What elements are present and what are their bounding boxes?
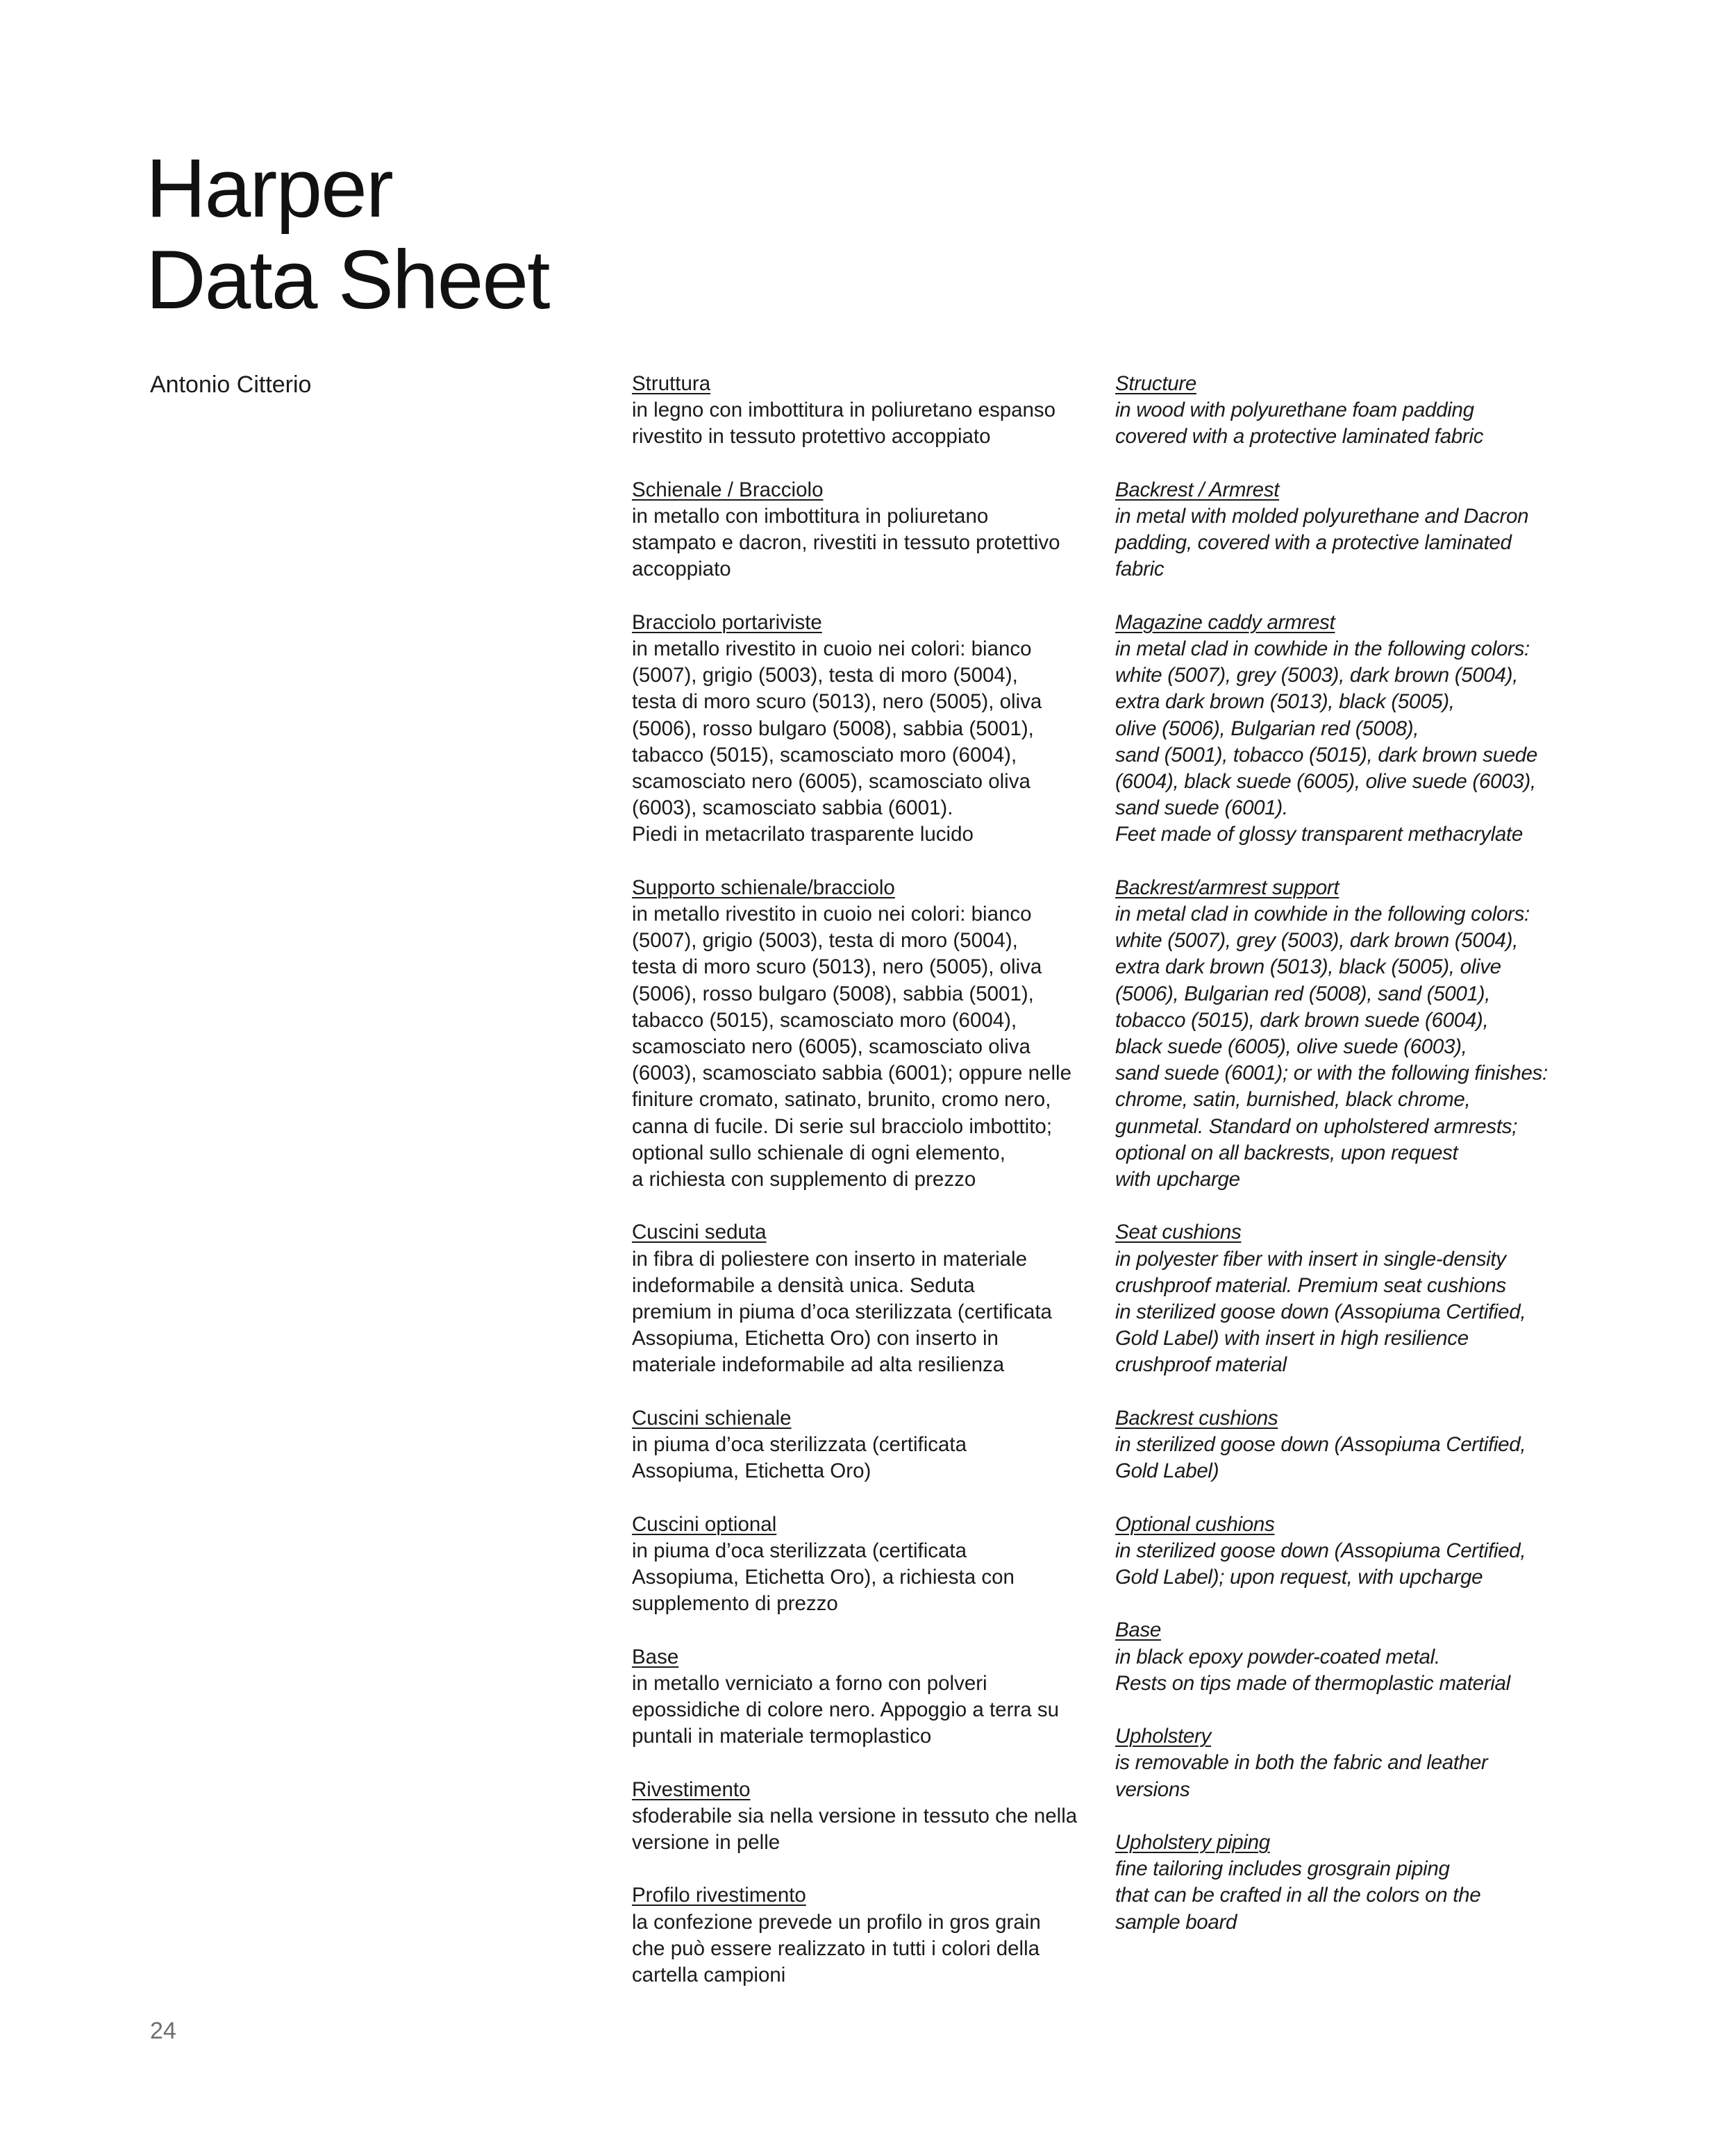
it-section [632, 371, 1104, 451]
it-section-heading: Cuscini schienale [632, 1406, 792, 1430]
en-section-heading: Base [1115, 1618, 1162, 1642]
it-section-line: sfoderabile sia nella versione in tessuto che nella [632, 1804, 1078, 1827]
en-section-line: Rests on tips made of thermoplastic material [1115, 1671, 1510, 1695]
it-section-line: accoppiato [632, 558, 731, 581]
it-section [632, 477, 1104, 583]
en-section-line: sand (5001), tobacco (5015), dark brown suede [1115, 743, 1538, 767]
en-section-line: Gold Label) [1115, 1459, 1219, 1483]
en-section-line: in polyester fiber with insert in single-density [1115, 1247, 1506, 1271]
it-section-line: in legno con imbottitura in poliuretano espanso [632, 399, 1056, 422]
en-section-line: in metal clad in cowhide in the following colors: [1115, 903, 1530, 926]
en-section [1115, 1617, 1601, 1697]
en-section-line: sand suede (6001); or with the following finishes: [1115, 1062, 1548, 1085]
it-section-line: versione in pelle [632, 1831, 781, 1855]
it-section-heading: Profilo rivestimento [632, 1884, 806, 1907]
en-section-line: in metal with molded polyurethane and Dacron [1115, 505, 1529, 528]
it-section [632, 1405, 1104, 1485]
en-section-line: versions [1115, 1777, 1190, 1801]
it-section-line: in fibra di poliestere con inserto in materiale [632, 1247, 1027, 1271]
en-section-heading: Structure [1115, 372, 1196, 395]
en-section-heading: Magazine caddy armrest [1115, 610, 1335, 634]
it-section-line: (6003), scamosciato sabbia (6001). [632, 796, 953, 820]
page-title [146, 142, 549, 326]
it-section-heading: Base [632, 1645, 679, 1668]
it-section-line: canna di fucile. Di serie sul bracciolo imbottito; [632, 1114, 1053, 1138]
it-section [632, 875, 1104, 1193]
italian-specs-column [632, 371, 1104, 2015]
it-section [632, 1644, 1104, 1750]
en-section-line: that can be crafted in all the colors on the [1115, 1884, 1481, 1907]
it-section [632, 1512, 1104, 1618]
en-section-line: tobacco (5015), dark brown suede (6004), [1115, 1008, 1489, 1032]
it-section-heading: Rivestimento [632, 1777, 751, 1801]
en-section [1115, 610, 1601, 848]
en-section-line: sample board [1115, 1910, 1237, 1934]
it-section-line: cartella campioni [632, 1964, 786, 1987]
en-section-line: in sterilized goose down (Assopiuma Certified, [1115, 1300, 1526, 1324]
it-section [632, 1882, 1104, 1989]
english-specs-column [1115, 371, 1601, 1962]
en-section-line: (5006), Bulgarian red (5008), sand (5001), [1115, 982, 1491, 1005]
en-section-heading: Upholstery [1115, 1725, 1212, 1748]
en-section-line: in wood with polyurethane foam padding [1115, 399, 1474, 422]
it-section-line: materiale indeformabile ad alta resilienza [632, 1353, 1005, 1377]
en-section [1115, 1219, 1601, 1378]
en-section-line: Gold Label) with insert in high resilience [1115, 1327, 1469, 1350]
en-section-line: Gold Label); upon request, with upcharge [1115, 1566, 1483, 1589]
en-section-line: white (5007), grey (5003), dark brown (5004), [1115, 664, 1519, 687]
it-section-line: in metallo con imbottitura in poliuretano [632, 505, 989, 528]
it-section-line: (5006), rosso bulgaro (5008), sabbia (5001), [632, 717, 1034, 740]
it-section-line: scamosciato nero (6005), scamosciato oliva [632, 1035, 1030, 1059]
it-section [632, 1219, 1104, 1378]
title-line-2: Data Sheet [146, 233, 549, 326]
en-section-line: padding, covered with a protective laminated [1115, 531, 1512, 555]
en-section-line: is removable in both the fabric and leather [1115, 1751, 1488, 1775]
it-section-heading: Cuscini optional [632, 1512, 777, 1536]
it-section-line: Assopiuma, Etichetta Oro) [632, 1459, 871, 1483]
en-section-line: black suede (6005), olive suede (6003), [1115, 1035, 1467, 1059]
it-section-line: in piuma d’oca sterilizzata (certificata [632, 1539, 967, 1562]
it-section-heading: Struttura [632, 372, 711, 395]
en-section [1115, 371, 1601, 451]
it-section-line: (6003), scamosciato sabbia (6001); oppure nelle [632, 1062, 1071, 1085]
it-section-line: testa di moro scuro (5013), nero (5005), oliva [632, 690, 1042, 714]
it-section-line: (5007), grigio (5003), testa di moro (5004), [632, 929, 1018, 953]
en-section-line: (6004), black suede (6005), olive suede (6003), [1115, 770, 1536, 794]
en-section-heading: Upholstery piping [1115, 1831, 1270, 1855]
it-section-line: Assopiuma, Etichetta Oro) con inserto in [632, 1327, 999, 1350]
it-section-line: in metallo rivestito in cuoio nei colori: bianco [632, 903, 1032, 926]
en-section-line: crushproof material. Premium seat cushions [1115, 1273, 1506, 1297]
en-section-line: in metal clad in cowhide in the following colors: [1115, 637, 1530, 660]
en-section-line: optional on all backrests, upon request [1115, 1141, 1458, 1164]
en-section-line: Feet made of glossy transparent methacrylate [1115, 823, 1523, 846]
en-section-line: in sterilized goose down (Assopiuma Certified, [1115, 1539, 1526, 1562]
en-section-line: crushproof material [1115, 1353, 1287, 1377]
en-section-line: olive (5006), Bulgarian red (5008), [1115, 717, 1419, 740]
it-section-heading: Cuscini seduta [632, 1221, 767, 1244]
it-section-line: supplemento di prezzo [632, 1592, 838, 1616]
en-section-line: chrome, satin, burnished, black chrome, [1115, 1088, 1471, 1112]
en-section-heading: Seat cushions [1115, 1221, 1242, 1244]
en-section-heading: Backrest cushions [1115, 1406, 1278, 1430]
it-section-line: (5006), rosso bulgaro (5008), sabbia (5001), [632, 982, 1034, 1005]
page-number: 24 [150, 2018, 176, 2044]
it-section-line: in metallo rivestito in cuoio nei colori: bianco [632, 637, 1032, 660]
en-section [1115, 477, 1601, 583]
en-section-line: extra dark brown (5013), black (5005), olive [1115, 955, 1501, 979]
en-section-line: gunmetal. Standard on upholstered armrests; [1115, 1114, 1518, 1138]
it-section-line: stampato e dacron, rivestiti in tessuto protettivo [632, 531, 1060, 555]
en-section-line: fabric [1115, 558, 1165, 581]
designer-name: Antonio Citterio [150, 371, 312, 398]
en-section-line: sand suede (6001). [1115, 796, 1288, 820]
it-section-line: epossidiche di colore nero. Appoggio a terra su [632, 1698, 1059, 1722]
it-section-heading: Schienale / Bracciolo [632, 478, 824, 501]
it-section-line: Piedi in metacrilato trasparente lucido [632, 823, 974, 846]
en-section-line: fine tailoring includes grosgrain piping [1115, 1857, 1450, 1881]
it-section-line: optional sullo schienale di ogni elemento, [632, 1141, 1005, 1164]
en-section-heading: Backrest/armrest support [1115, 876, 1339, 899]
title-line-1: Harper [146, 142, 392, 235]
en-section [1115, 875, 1601, 1193]
it-section-line: in piuma d’oca sterilizzata (certificata [632, 1433, 967, 1457]
it-section [632, 610, 1104, 848]
it-section-line: testa di moro scuro (5013), nero (5005), oliva [632, 955, 1042, 979]
it-section-line: indeformabile a densità unica. Seduta [632, 1273, 975, 1297]
it-section-line: premium in piuma d’oca sterilizzata (certificata [632, 1300, 1052, 1324]
it-section-line: finiture cromato, satinato, brunito, cromo nero, [632, 1088, 1051, 1112]
en-section-line: with upcharge [1115, 1168, 1240, 1191]
en-section-line: covered with a protective laminated fabric [1115, 425, 1484, 449]
it-section [632, 1777, 1104, 1857]
it-section-line: (5007), grigio (5003), testa di moro (5004), [632, 664, 1018, 687]
it-section-heading: Bracciolo portariviste [632, 610, 822, 634]
it-section-line: tabacco (5015), scamosciato moro (6004), [632, 1008, 1017, 1032]
en-section [1115, 1405, 1601, 1485]
it-section-line: in metallo verniciato a forno con polveri [632, 1671, 987, 1695]
it-section-line: la confezione prevede un profilo in gros grain [632, 1910, 1041, 1934]
en-section-heading: Backrest / Armrest [1115, 478, 1280, 501]
en-section [1115, 1723, 1601, 1803]
en-section-line: in sterilized goose down (Assopiuma Certified, [1115, 1433, 1526, 1457]
it-section-heading: Supporto schienale/bracciolo [632, 876, 895, 899]
en-section [1115, 1512, 1601, 1591]
it-section-line: che può essere realizzato in tutti i colori della [632, 1936, 1040, 1960]
it-section-line: puntali in materiale termoplastico [632, 1725, 932, 1748]
en-section-line: white (5007), grey (5003), dark brown (5004), [1115, 929, 1519, 953]
en-section-heading: Optional cushions [1115, 1512, 1275, 1536]
it-section-line: Assopiuma, Etichetta Oro), a richiesta con [632, 1566, 1015, 1589]
it-section-line: scamosciato nero (6005), scamosciato oliva [632, 770, 1030, 794]
it-section-line: tabacco (5015), scamosciato moro (6004), [632, 743, 1017, 767]
it-section-line: a richiesta con supplemento di prezzo [632, 1168, 976, 1191]
en-section [1115, 1830, 1601, 1936]
en-section-line: in black epoxy powder-coated metal. [1115, 1645, 1440, 1668]
en-section-line: extra dark brown (5013), black (5005), [1115, 690, 1455, 714]
it-section-line: rivestito in tessuto protettivo accoppiato [632, 425, 991, 449]
